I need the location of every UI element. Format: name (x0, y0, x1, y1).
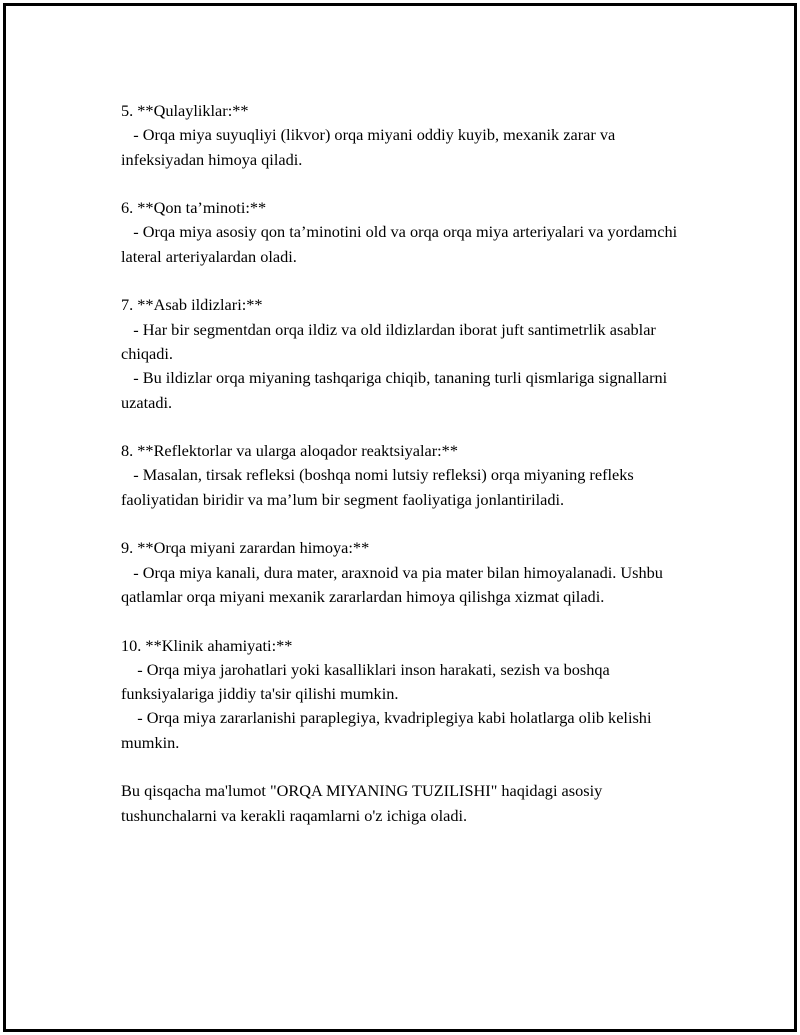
section-paragraph: - Har bir segmentdan orqa ildiz va old ildizlardan iborat juft santimetrlik asablar chiqadi. (121, 319, 660, 363)
section-paragraph: - Orqa miya kanali, dura mater, araxnoid va pia mater bilan himoyalanadi. Ushbu qatlamlar orqa miyani mexanik zararlardan himoya qilishga xizmat qiladi. (121, 562, 667, 606)
section-paragraph: - Orqa miya jarohatlari yoki kasalliklari inson harakati, sezish va boshqa funksiyalariga jiddiy ta'sir qilishi mumkin. (121, 659, 614, 704)
section-paragraph: - Bu ildizlar orqa miyaning tashqariga chiqib, tananing turli qismlariga signallarni uzatadi. (121, 368, 672, 412)
section-asab-ildizlari (121, 293, 691, 414)
section-qon-taminoti (121, 196, 691, 269)
section-paragraph: - Orqa miya asosiy qon ta’minotini old va orqa orqa miya arteriyalari va yordamchi lateral arteriyalardan oladi. (121, 222, 682, 266)
section-heading: 6. **Qon ta’minoti:** (121, 198, 267, 218)
section-reflektorlar (121, 439, 691, 512)
section-heading: 7. **Asab ildizlari:** (121, 295, 263, 315)
section-paragraph: - Orqa miya zararlanishi paraplegiya, kvadriplegiya kabi holatlarga olib kelishi mumkin. (121, 708, 656, 752)
section-klinik-ahamiyati (121, 634, 691, 755)
section-qulayliklar (121, 99, 691, 172)
page-frame (3, 3, 797, 1032)
section-paragraph: - Orqa miya suyuqliyi (likvor) orqa miyani oddiy kuyib, mexanik zarar va infeksiyadan himoya qiladi. (121, 125, 620, 169)
section-heading: 8. **Reflektorlar va ularga aloqador reaktsiyalar:** (121, 441, 458, 461)
document-body (121, 99, 691, 828)
section-heading: 5. **Qulayliklar:** (121, 101, 249, 120)
section-heading: 9. **Orqa miyani zarardan himoya:** (121, 538, 370, 558)
section-himoya (121, 536, 691, 609)
summary-paragraph: Bu qisqacha ma'lumot "ORQA MIYANING TUZILISHI" haqidagi asosiy tushunchalarni va kerakli raqamlarni o'z ichiga oladi. (121, 781, 607, 825)
section-paragraph: - Masalan, tirsak refleksi (boshqa nomi lutsiy refleksi) orqa miyaning refleks faoliyatidan biridir va ma’lum bir segment faoliyatiga jonlantiriladi. (121, 465, 638, 509)
section-heading: 10. **Klinik ahamiyati:** (121, 635, 293, 655)
